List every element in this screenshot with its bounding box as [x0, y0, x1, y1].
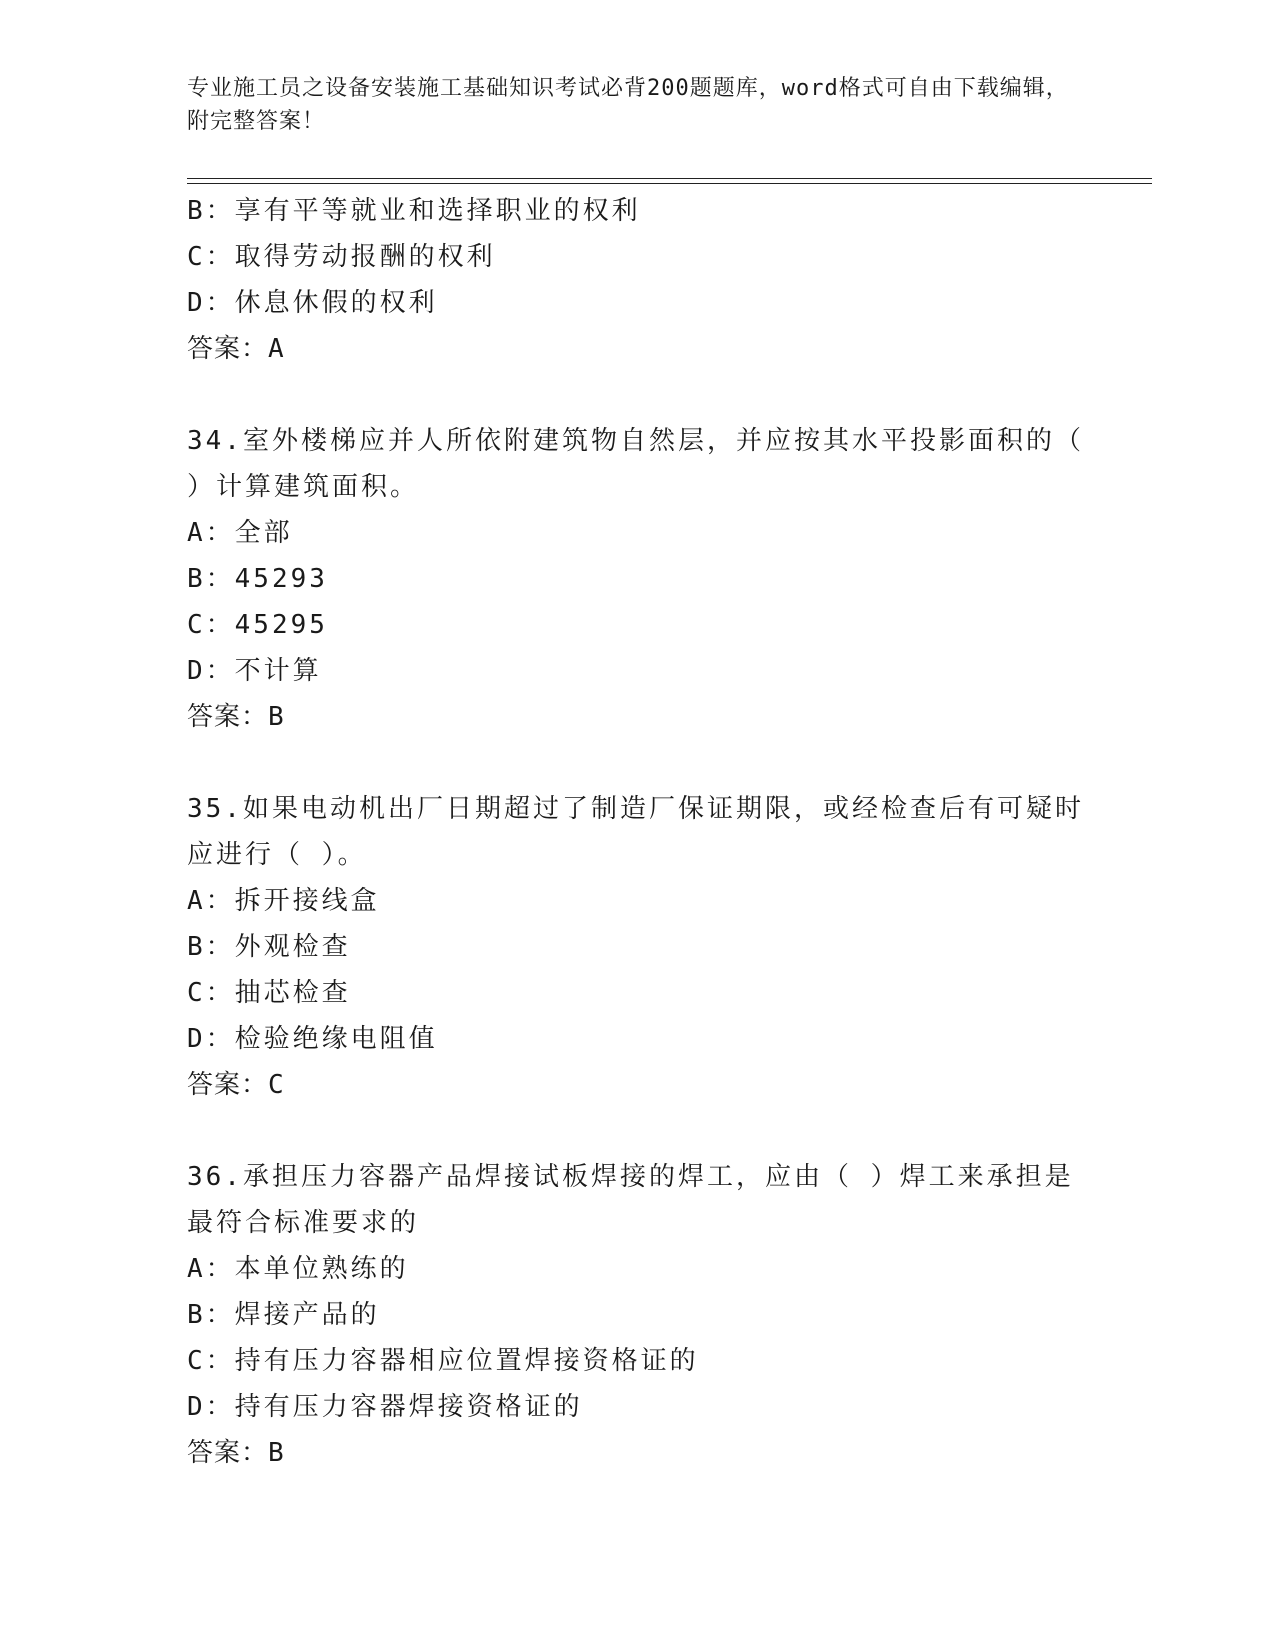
- option-d: D：休息休假的权利: [187, 288, 438, 318]
- option-b: B：45293: [187, 564, 328, 594]
- option-c: C：45295: [187, 610, 328, 640]
- question-stem: 35.如果电动机出厂日期超过了制造厂保证期限，或经检查后有可疑时: [187, 794, 1084, 824]
- option-b: B：焊接产品的: [187, 1300, 380, 1330]
- option-c: C：抽芯检查: [187, 978, 351, 1008]
- option-d: D：持有压力容器焊接资格证的: [187, 1392, 583, 1422]
- spacer: [187, 740, 1087, 786]
- option-a: A：全部: [187, 518, 293, 548]
- spacer: [187, 1108, 1087, 1154]
- header-rule-top: [187, 178, 1152, 179]
- document-header: [187, 72, 1087, 138]
- question-36: [187, 1154, 1087, 1476]
- option-b: B：享有平等就业和选择职业的权利: [187, 196, 641, 226]
- answer: 答案：A: [187, 334, 285, 364]
- option-d: D：检验绝缘电阻值: [187, 1024, 438, 1054]
- option-c: C：持有压力容器相应位置焊接资格证的: [187, 1346, 699, 1376]
- option-c: C：取得劳动报酬的权利: [187, 242, 496, 272]
- question-stem-continued: 应进行（ ）。: [187, 840, 367, 870]
- answer: 答案：B: [187, 702, 285, 732]
- option-a: A：本单位熟练的: [187, 1254, 409, 1284]
- document-title: 专业施工员之设备安装施工基础知识考试必背200题题库，word格式可自由下载编辑，附完整答案！: [187, 76, 1069, 134]
- question-stem: 36.承担压力容器产品焊接试板焊接的焊工，应由（ ）焊工来承担是: [187, 1162, 1074, 1192]
- option-d: D：不计算: [187, 656, 322, 686]
- answer: 答案：B: [187, 1438, 285, 1468]
- option-a: A：拆开接线盒: [187, 886, 380, 916]
- option-b: B：外观检查: [187, 932, 351, 962]
- continued-question: [187, 188, 1087, 372]
- header-rule-bottom: [187, 183, 1152, 184]
- question-list: [187, 188, 1087, 1476]
- answer: 答案：C: [187, 1070, 285, 1100]
- question-stem: 34.室外楼梯应并人所依附建筑物自然层，并应按其水平投影面积的（: [187, 426, 1084, 456]
- question-stem-continued: 最符合标准要求的: [187, 1208, 420, 1238]
- question-stem-continued: ）计算建筑面积。: [187, 472, 420, 502]
- question-35: [187, 786, 1087, 1108]
- spacer: [187, 372, 1087, 418]
- question-34: [187, 418, 1087, 740]
